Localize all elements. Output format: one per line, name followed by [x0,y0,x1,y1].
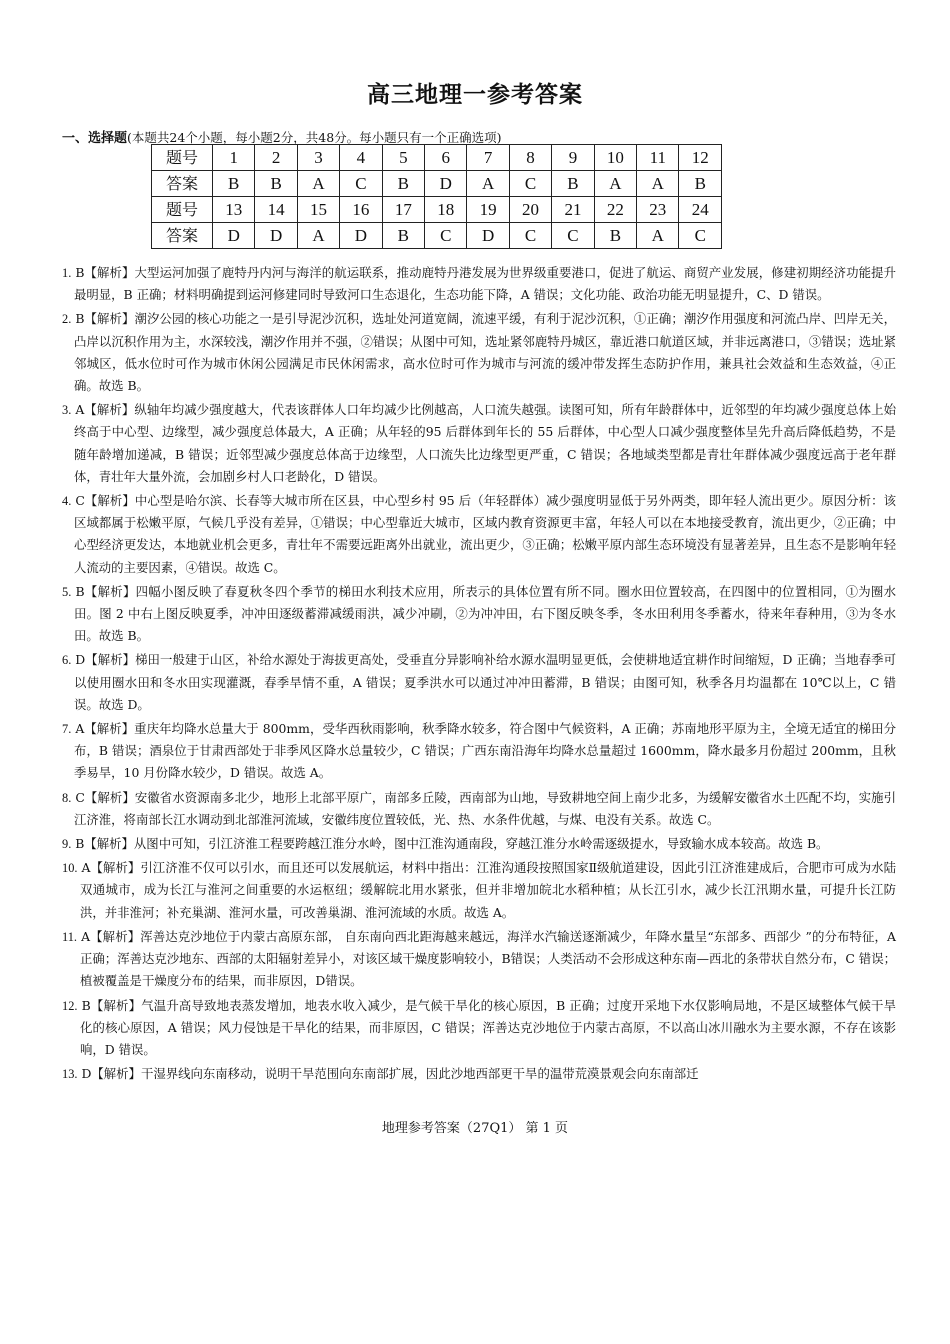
table-cell: 12 [679,145,722,171]
item-text: C【解析】安徽省水资源南多北少，地形上北部平原广，南部多丘陵，西南部为山地，导致耕地空间上南少北多，为缓解安徽省水土匹配不均，实施引江济淮，将南部长江水调动到北部淮河流域，安徽纬度位置较低，光、热、水条件优越，与煤、电没有关系。故选 C。 [74,789,896,827]
table-cell: B [213,171,255,197]
table-cell: 17 [382,197,424,223]
item-number: 11. [62,929,78,944]
table-cell: B [594,223,636,249]
item-number: 3. [62,403,72,418]
item-number: 7. [62,722,72,737]
explanation-item [56,926,896,993]
table-cell: D [255,223,297,249]
item-text: A【解析】纵轴年均减少强度越大，代表该群体人口年均减少比例越高，人口流失越强。读图可知，所有年龄群体中，近邻型的年均减少强度总体上始终高于中心型、边缘型，减少强度总体最大，A 正确；从年轻的95 后群体到年长的 55 后群体，中心型人口减少强度整体呈先升高后降低趋势，不是随年龄增加递减，B 错误；近邻型减少强度总体高于边缘型，人口流失比边缘型更严重，C 错误；各地域类型都是青壮年群体减少强度远高于老年群体，青壮年大量外流，会加剧乡村人口老龄化，D 错误。 [74,402,896,484]
table-cell: D [425,171,467,197]
item-number: 2. [62,312,72,327]
explanation-item [56,787,896,831]
item-number: 1. [62,266,72,280]
table-cell: C [552,223,594,249]
table-cell: A [594,171,636,197]
table-cell: 4 [340,145,382,171]
table-cell: 5 [382,145,424,171]
item-text: D【解析】干湿界线向东南移动，说明干旱范围向东南部扩展，因此沙地西部更干旱的温带荒漠景观会向东南部迁 [81,1066,699,1082]
item-number: 8. [62,790,72,805]
table-cell: 15 [297,197,339,223]
table-cell: 21 [552,197,594,223]
table-cell: 6 [425,145,467,171]
table-cell: 23 [637,197,679,223]
item-text: B【解析】从图中可知，引江济淮工程要跨越江淮分水岭，图中江淮沟通南段，穿越江淮分水岭需逐级提水，导致输水成本较高。故选 B。 [75,836,829,852]
table-row-numbers-1 [152,145,722,171]
table-cell: 11 [637,145,679,171]
table-cell: 20 [509,197,551,223]
table-cell: 2 [255,145,297,171]
item-text: B【解析】四幅小图反映了春夏秋冬四个季节的梯田水利技术应用，所表示的具体位置有所不同。圈水田位置较高，在四图中的位置相同，①为圈水田。图 2 中右上图反映夏季，冲冲田逐级蓄滞减缓雨洪，减少冲刷，②为冲冲田，右下图反映冬季，冬水田利用冬季蓄水，待来年春种用，③为冬水田。故选 B。 [74,583,896,644]
table-cell: B [255,171,297,197]
table-cell: C [679,223,722,249]
table-cell: C [425,223,467,249]
table-cell: D [213,223,255,249]
table-cell: 7 [467,145,509,171]
table-cell: 1 [213,145,255,171]
item-text: A【解析】浑善达克沙地位于内蒙古高原东部， 自东南向西北距海越来越远，海洋水汽输送逐渐减少，年降水量呈“东部多、西部少 ”的分布特征，A 正确；浑善达克沙地东、西部的太阳辐射差异小，对该区域干燥度影响较小，B错误；人类活动不会形成这种东南—西北的条带状自然分布，C 错误；植被覆盖是干燥度分布的结果，而非原因，D错误。 [80,928,896,989]
item-number: 6. [62,653,72,668]
explanation-item [56,649,896,716]
item-text: A【解析】引江济淮不仅可以引水，而且还可以发展航运，材料中指出：江淮沟通段按照国家Ⅱ级航道建设，因此引江济淮建成后，合肥市可成为水陆双通城市，成为长江与淮河之间重要的水运枢纽；缓解皖北用水紧张，但并非增加皖北水稻种植；从长江引水，减少长江汛期水量，可提升长江防洪，并非淮河；补充巢湖、淮河水量，可改善巢湖、淮河流域的水质。故选 A。 [80,860,896,920]
explanation-list [56,262,896,1087]
item-text: C【解析】中心型是哈尔滨、长春等大城市所在区县，中心型乡村 95 后（年轻群体）减少强度明显低于另外两类，即年轻人流出更少。原因分析：该区域都属于松嫩平原，气候几乎没有差异，①错误；中心型靠近大城市，区域内教育资源更丰富，年轻人可以在本地接受教育，流出更少，②正确；中心型经济更发达，本地就业机会更多，青壮年不需要远距离外出就业，流出更少，③正确；松嫩平原内部生态环境没有显著差异，且生态不是影响年轻人流动的主要因素，④错误。故选 C。 [74,493,896,575]
table-cell: D [467,223,509,249]
table-cell: A [297,223,339,249]
table-row-answers-2 [152,223,722,249]
table-cell: A [467,171,509,197]
answer-table [151,144,722,249]
table-cell: B [382,223,424,249]
table-cell: 24 [679,197,722,223]
table-row-answers-1 [152,171,722,197]
item-text: B【解析】大型运河加强了鹿特丹内河与海洋的航运联系，推动鹿特丹港发展为世界级重要港口，促进了航运、商贸产业发展，修建初期经济功能提升最明显，B 正确；材料明确提到运河修建同时导致河口生态退化，生态功能下降，A 错误；文化功能、政治功能无明显提升，C、D 错误。 [74,265,896,303]
table-cell: C [509,171,551,197]
page-footer: 地理参考答案（27Q1） 第 1 页 [381,1121,569,1136]
item-number: 5. [62,584,72,599]
page-title: 高三地理一参考答案 [367,82,583,108]
table-cell: 3 [297,145,339,171]
explanation-item [56,581,896,648]
table-cell: B [679,171,722,197]
table-cell: 10 [594,145,636,171]
item-number: 13. [62,1067,78,1082]
item-text: B【解析】潮汐公园的核心功能之一是引导泥沙沉积，选址处河道宽阔，流速平缓，有利于泥沙沉积，①正确；潮汐作用强度和河流凸岸、凹岸无关，凸岸以沉积作用为主，水深较浅，潮汐作用并不强，②错误；从图中可知，选址紧邻鹿特丹城区，靠近港口航道区域，并非远离港口，③错误；选址紧邻城区，低水位时可作为城市休闲公园满足市民休闲需求，高水位时可作为城市与河流的缓冲带发挥生态防护作用，兼具社会效益和生态效益，④正确。故选 B。 [74,311,896,394]
table-row-numbers-2 [152,197,722,223]
item-text: D【解析】梯田一般建于山区，补给水源处于海拔更高处，受垂直分异影响补给水源水温明显更低，会使耕地适宜耕作时间缩短，D 正确；当地春季可以使用圈水田和冬水田实现灌溉，春季旱情不重，A 错误；夏季洪水可以通过冲冲田蓄滞，B 错误；由图可知，秋季各月均温都在 10℃以上，C 错误。故选 D。 [74,652,896,712]
row-header-number: 题号 [152,145,213,171]
explanation-item [56,995,896,1062]
table-cell: 14 [255,197,297,223]
table-cell: C [340,171,382,197]
row-header-answer: 答案 [152,223,213,249]
explanation-item [56,833,896,855]
table-cell: C [509,223,551,249]
table-cell: B [552,171,594,197]
table-cell: A [637,223,679,249]
section-title: 一、选择题 [62,131,128,146]
explanation-item [56,490,896,579]
row-header-answer: 答案 [152,171,213,197]
explanation-item [56,1063,896,1085]
item-text: A【解析】重庆年均降水总量大于 800mm，受华西秋雨影响，秋季降水较多，符合图中气候资料，A 正确；苏南地形平原为主，全境无适宜的梯田分布，B 错误；酒泉位于甘肃西部处于非季风区降水总量较少，C 错误；广西东南沿海年均降水总量超过 1600mm，降水最多月份超过 200mm，且秋季易旱，10 月份降水较少，D 错误。故选 A。 [74,721,896,781]
item-number: 12. [62,998,78,1013]
table-cell: 18 [425,197,467,223]
item-number: 10. [62,861,78,876]
explanation-item [56,857,896,924]
explanation-item [56,718,896,785]
table-cell: 22 [594,197,636,223]
row-header-number: 题号 [152,197,213,223]
table-cell: 19 [467,197,509,223]
table-cell: A [637,171,679,197]
item-number: 4. [62,494,72,509]
table-cell: 13 [213,197,255,223]
table-cell: D [340,223,382,249]
section-note: (本题共24个小题，每小题2分，共48分。每小题只有一个正确选项) [127,130,502,145]
table-cell: 9 [552,145,594,171]
item-number: 9. [62,837,72,852]
table-cell: A [297,171,339,197]
table-cell: 16 [340,197,382,223]
explanation-item [56,399,896,488]
item-text: B【解析】气温升高导致地表蒸发增加，地表水收入减少，是气候干旱化的核心原因，B 正确；过度开采地下水仅影响局地，不是区域整体气候干旱化的核心原因，A 错误；风力侵蚀是干旱化的结果，而非原因，C 错误；浑善达克沙地位于内蒙古高原，不以高山冰川融水为主要水源，不存在该影响，D 错误。 [80,997,896,1057]
table-cell: B [382,171,424,197]
explanation-item [56,308,896,397]
table-cell: 8 [509,145,551,171]
explanation-item [56,262,896,306]
